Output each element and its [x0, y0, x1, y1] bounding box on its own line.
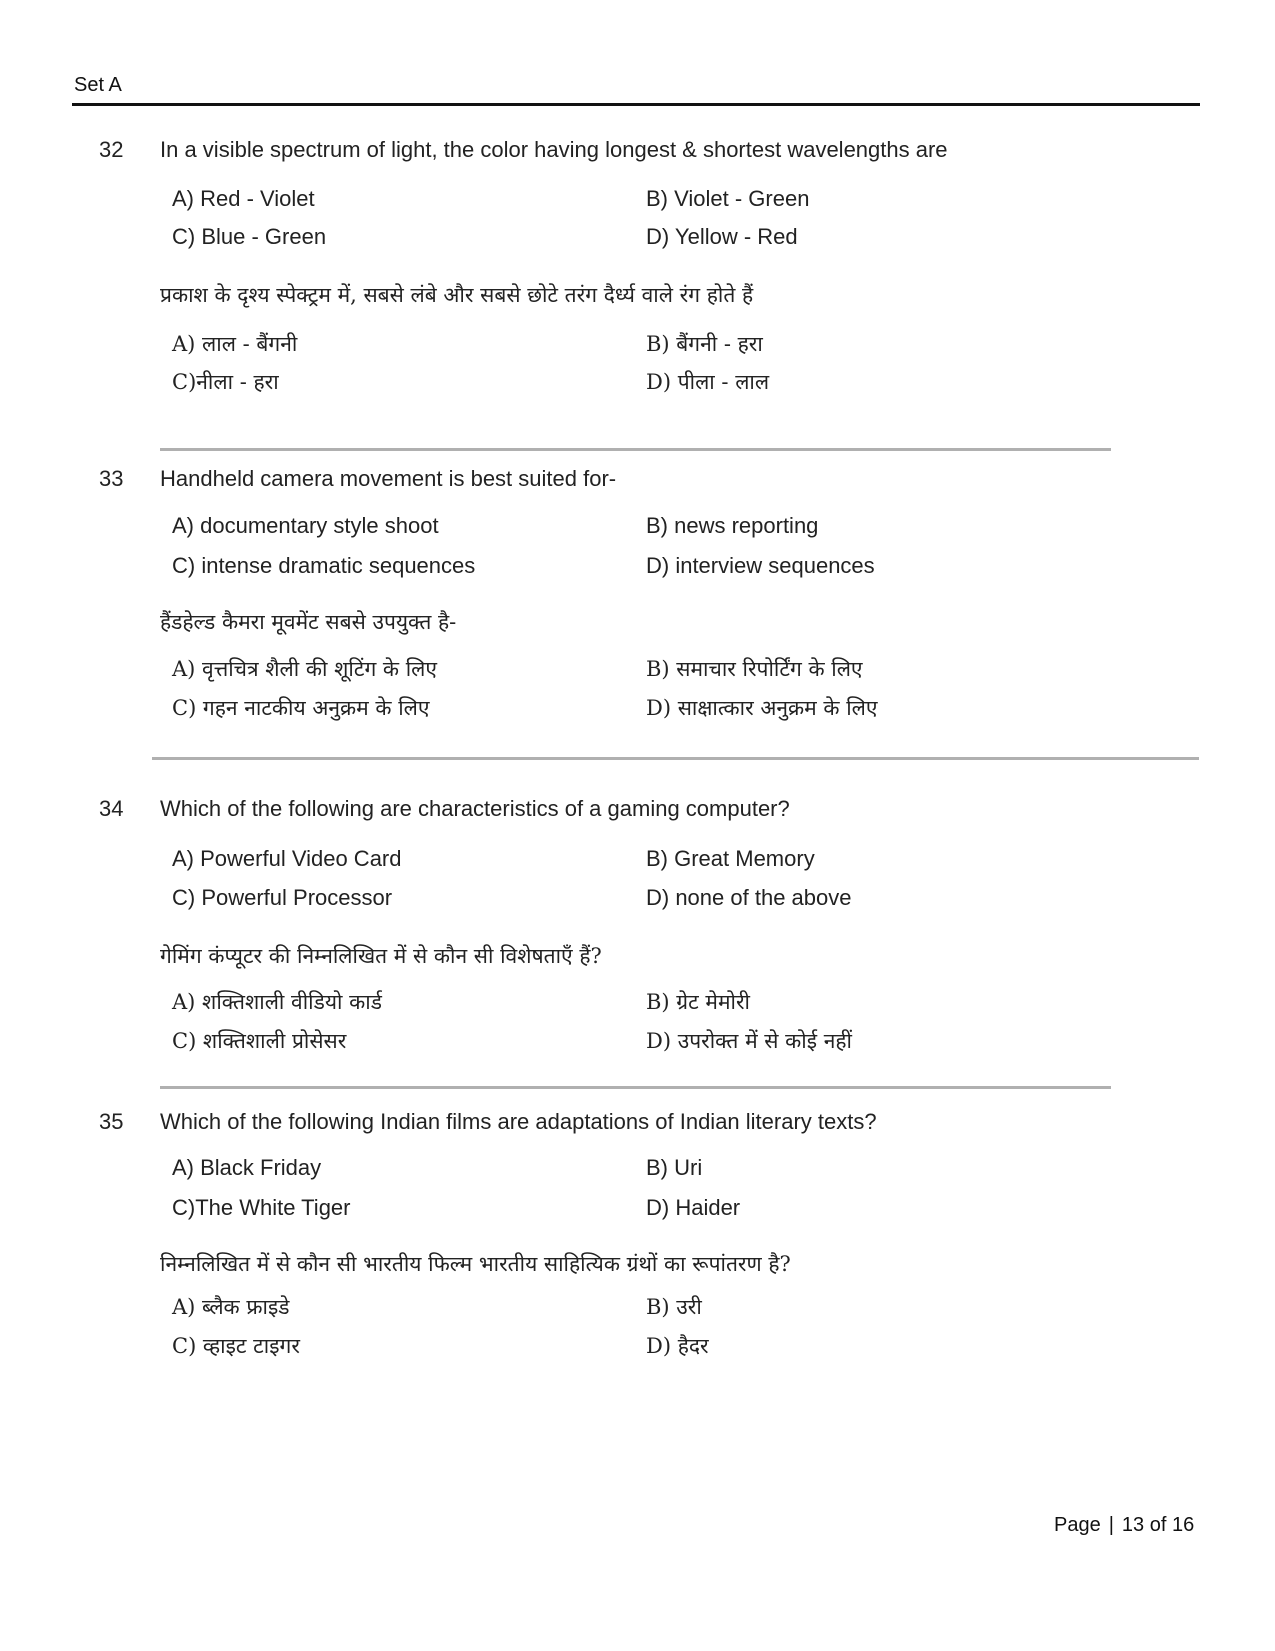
option-c-en: C)The White Tiger — [172, 1195, 351, 1220]
option-d-hi: D) पीला - लाल — [646, 370, 770, 394]
question-text-en: Handheld camera movement is best suited for- — [160, 466, 617, 491]
option-c-en: C) Powerful Processor — [172, 885, 393, 910]
option-a-en: A) documentary style shoot — [172, 513, 439, 538]
set-label: Set A — [74, 74, 122, 96]
option-a-hi: A) शक्तिशाली वीडियो कार्ड — [172, 990, 382, 1014]
option-d-en: D) Haider — [646, 1195, 741, 1220]
option-c-hi: C) व्हाइट टाइगर — [172, 1334, 300, 1358]
option-a-en: A) Powerful Video Card — [172, 846, 402, 871]
option-d-hi: D) हैदर — [646, 1334, 709, 1358]
option-c-en: C) Blue - Green — [172, 224, 327, 249]
option-b-en: B) Great Memory — [646, 846, 815, 871]
option-d-hi: D) उपरोक्त में से कोई नहीं — [646, 1029, 852, 1053]
option-b-en: B) news reporting — [646, 513, 819, 538]
option-c-en: C) intense dramatic sequences — [172, 553, 476, 578]
option-d-en: D) none of the above — [646, 885, 852, 910]
question-text-en: Which of the following are characteristics of a gaming computer? — [160, 796, 790, 821]
question-number: 33 — [99, 466, 124, 491]
option-d-hi: D) साक्षात्कार अनुक्रम के लिए — [646, 696, 878, 720]
option-a-hi: A) लाल - बैंगनी — [172, 332, 298, 356]
question-text-hi: प्रकाश के दृश्य स्पेक्ट्रम में, सबसे लंबे और सबसे छोटे तरंग दैर्ध्य वाले रंग होते हैं — [160, 283, 754, 307]
option-b-hi: B) बैंगनी - हरा — [646, 332, 763, 356]
option-a-hi: A) वृत्तचित्र शैली की शूटिंग के लिए — [172, 657, 438, 681]
question-number: 35 — [99, 1109, 124, 1134]
question-separator — [160, 448, 1111, 451]
question-separator — [152, 757, 1199, 760]
option-a-hi: A) ब्लैक फ्राइडे — [172, 1295, 290, 1319]
page-word: Page — [1054, 1514, 1101, 1536]
option-b-hi: B) उरी — [646, 1295, 702, 1319]
question-text-hi: हैंडहेल्ड कैमरा मूवमेंट सबसे उपयुक्त है- — [160, 610, 457, 634]
option-c-hi: C)नीला - हरा — [172, 370, 279, 394]
option-b-en: B) Uri — [646, 1155, 703, 1180]
option-a-en: A) Red - Violet — [172, 186, 315, 211]
question-text-hi: निम्नलिखित में से कौन सी भारतीय फिल्म भारतीय साहित्यिक ग्रंथों का रूपांतरण है? — [160, 1252, 791, 1276]
question-separator — [160, 1086, 1111, 1089]
option-a-en: A) Black Friday — [172, 1155, 322, 1180]
page-count: 13 of 16 — [1121, 1514, 1195, 1536]
question-number: 34 — [99, 796, 124, 821]
option-d-en: D) interview sequences — [646, 553, 875, 578]
option-b-hi: B) ग्रेट मेमोरी — [646, 990, 750, 1014]
option-b-hi: B) समाचार रिपोर्टिंग के लिए — [646, 657, 863, 681]
header-rule — [72, 103, 1200, 106]
question-text-en: Which of the following Indian films are adaptations of Indian literary texts? — [160, 1109, 877, 1134]
question-text-hi: गेमिंग कंप्यूटर की निम्नलिखित में से कौन सी विशेषताएँ हैं? — [160, 944, 602, 968]
option-c-hi: C) शक्तिशाली प्रोसेसर — [172, 1029, 347, 1053]
footer-divider: | — [1108, 1514, 1114, 1536]
option-c-hi: C) गहन नाटकीय अनुक्रम के लिए — [172, 696, 430, 720]
page-footer — [1054, 1514, 1194, 1537]
option-b-en: B) Violet - Green — [646, 186, 810, 211]
question-number: 32 — [99, 137, 124, 162]
question-text-en: In a visible spectrum of light, the color having longest & shortest wavelengths are — [160, 137, 948, 162]
option-d-en: D) Yellow - Red — [646, 224, 798, 249]
